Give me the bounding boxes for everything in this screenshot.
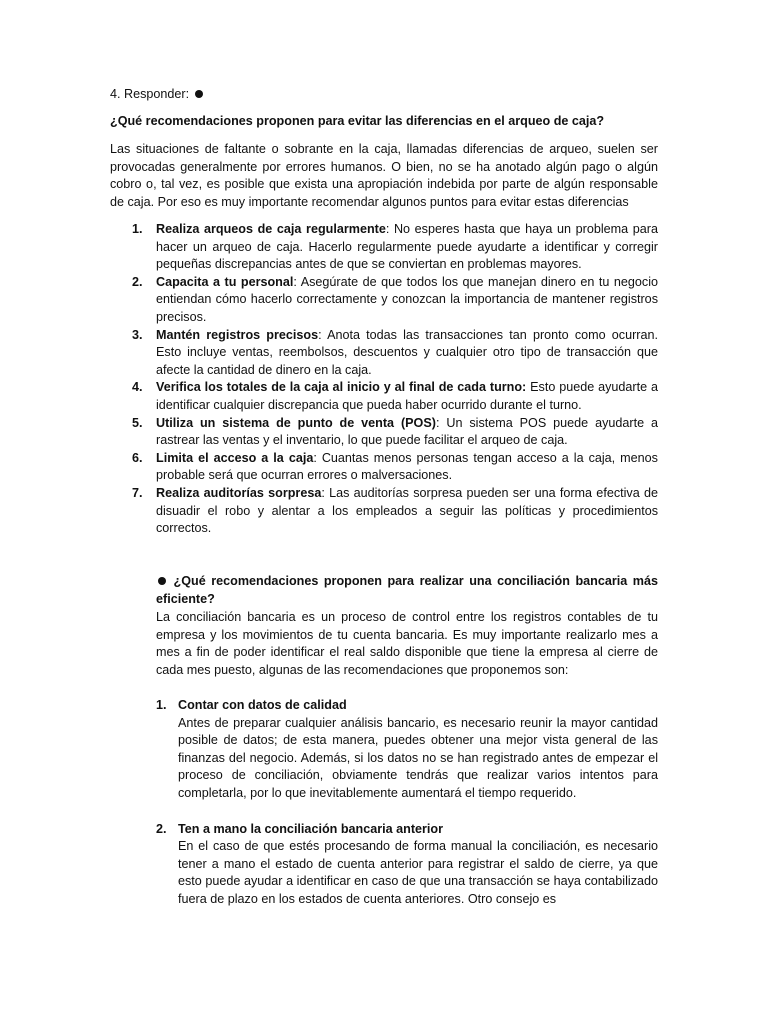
list-item bbox=[110, 697, 658, 803]
list-number: 4. bbox=[132, 380, 143, 395]
q1-intro-paragraph: Las situaciones de faltante o sobrante en la caja, llamadas diferencias de arqueo, suelen ser provocadas generalmente por errores humanos. O bien, no se ha anotado algún pago o algún cobro o, tal vez, es posible que exista una apropiación indebida por parte de algún responsable de caja. Por eso es muy importante recomendar algunos puntos para evitar estas diferencias bbox=[110, 142, 658, 209]
item-title: Utiliza un sistema de punto de venta (POS) bbox=[156, 415, 436, 430]
bullet-icon bbox=[158, 577, 166, 585]
list-number: 3. bbox=[132, 327, 143, 342]
list-item bbox=[110, 274, 658, 327]
item-separator: : bbox=[313, 450, 317, 465]
list-item bbox=[110, 327, 658, 380]
item-separator: : bbox=[435, 415, 440, 430]
list-item bbox=[110, 379, 658, 414]
question-2 bbox=[156, 573, 658, 608]
list-number: 5. bbox=[132, 415, 143, 430]
item-text: En el caso de que estés procesando de forma manual la conciliación, es necesario tener a mano el estado de cuenta anterior para registrar el saldo de cierre, ya que esto puede ayudar a identificar en caso de que una transacción se haya contabilizado fuera de plazo en los estados de cuenta anteriores. Otro consejo es bbox=[178, 839, 658, 906]
q2-recommendation-list bbox=[110, 697, 658, 909]
item-separator: : bbox=[385, 222, 390, 236]
item-title: Limita el acceso a la caja bbox=[156, 450, 314, 465]
section-heading bbox=[110, 86, 658, 104]
item-text: No esperes hasta que haya un problema para hacer un arqueo de caja. Hacerlo regularmente puede ayudarte a identificar y corregir pequeñas discrepancias antes de que se conviertan en problemas mayores. bbox=[156, 222, 658, 272]
q1-recommendation-list bbox=[110, 221, 658, 538]
list-item bbox=[110, 415, 658, 450]
list-number: 6. bbox=[132, 450, 143, 465]
item-title: Realiza auditorías sorpresa bbox=[156, 485, 322, 500]
item-text: Asegúrate de que todos los que manejan dinero en tu negocio entiendan cómo hacerlo correctamente y conozcan la importancia de mantener registros precisos. bbox=[156, 274, 659, 324]
item-text: Antes de preparar cualquier análisis bancario, es necesario reunir la mayor cantidad posible de datos; de esta manera, puedes obtener una mejor vista general de las finanzas del negocio. Además, si los datos no se han registrado antes de empezar el proceso de conciliación, obviamente tendrás que realizar varios intentos para completarla, por lo que inevitablemente aumentará el tiempo requerido. bbox=[178, 715, 658, 800]
item-text: Cuantas menos personas tengan acceso a la caja, menos probable será que ocurran errores o malversaciones. bbox=[156, 450, 658, 483]
item-separator: : bbox=[293, 274, 297, 289]
list-item bbox=[110, 221, 658, 274]
item-separator: : bbox=[318, 327, 322, 342]
item-text: Anota todas las transacciones tan pronto como ocurran. Esto incluye ventas, reembolsos, descuentos y cualquier otro tipo de transacción que afecte la cantidad de dinero en la caja. bbox=[156, 327, 658, 377]
item-text: Esto puede ayudarte a identificar cualquier discrepancia que pueda haber ocurrido durante el turno. bbox=[156, 380, 658, 412]
item-title: Mantén registros precisos bbox=[156, 327, 319, 342]
list-item bbox=[110, 485, 658, 538]
bullet-icon bbox=[195, 90, 203, 98]
question-1: ¿Qué recomendaciones proponen para evitar las diferencias en el arqueo de caja? bbox=[110, 114, 605, 128]
list-number: 2. bbox=[156, 821, 167, 836]
list-number: 1. bbox=[156, 698, 167, 712]
q2-intro-paragraph: La conciliación bancaria es un proceso de control entre los registros contables de tu empresa y los movimientos de tu cuenta bancaria. Es muy importante realizarlo mes a mes a fin de poder identificar el real saldo disponible que tiene la empresa al cierre de cada mes puesto, algunas de las recomendaciones que proponemos son: bbox=[156, 610, 658, 677]
question-2-text: ¿Qué recomendaciones proponen para realizar una conciliación bancaria más eficiente? bbox=[156, 574, 658, 606]
item-title: Ten a mano la conciliación bancaria anterior bbox=[178, 821, 444, 836]
list-number: 1. bbox=[132, 222, 143, 236]
heading-number: 4. Responder: bbox=[110, 87, 190, 101]
item-title: Verifica los totales de la caja al inicio y al final de cada turno: bbox=[156, 380, 527, 395]
list-item bbox=[110, 821, 658, 909]
list-number: 2. bbox=[132, 274, 143, 289]
item-title: Contar con datos de calidad bbox=[178, 698, 347, 712]
item-text: Un sistema POS puede ayudarte a rastrear las ventas y el inventario, lo que puede facilitar el arqueo de caja. bbox=[156, 415, 658, 448]
list-item bbox=[110, 450, 658, 485]
item-title: Capacita a tu personal bbox=[156, 274, 294, 289]
item-text: Las auditorías sorpresa pueden ser una forma efectiva de disuadir el robo y alentar a los empleados a seguir las políticas y procedimientos correctos. bbox=[156, 485, 658, 536]
item-separator: : bbox=[321, 485, 325, 500]
item-title: Realiza arqueos de caja regularmente bbox=[156, 222, 386, 236]
list-number: 7. bbox=[132, 485, 143, 500]
